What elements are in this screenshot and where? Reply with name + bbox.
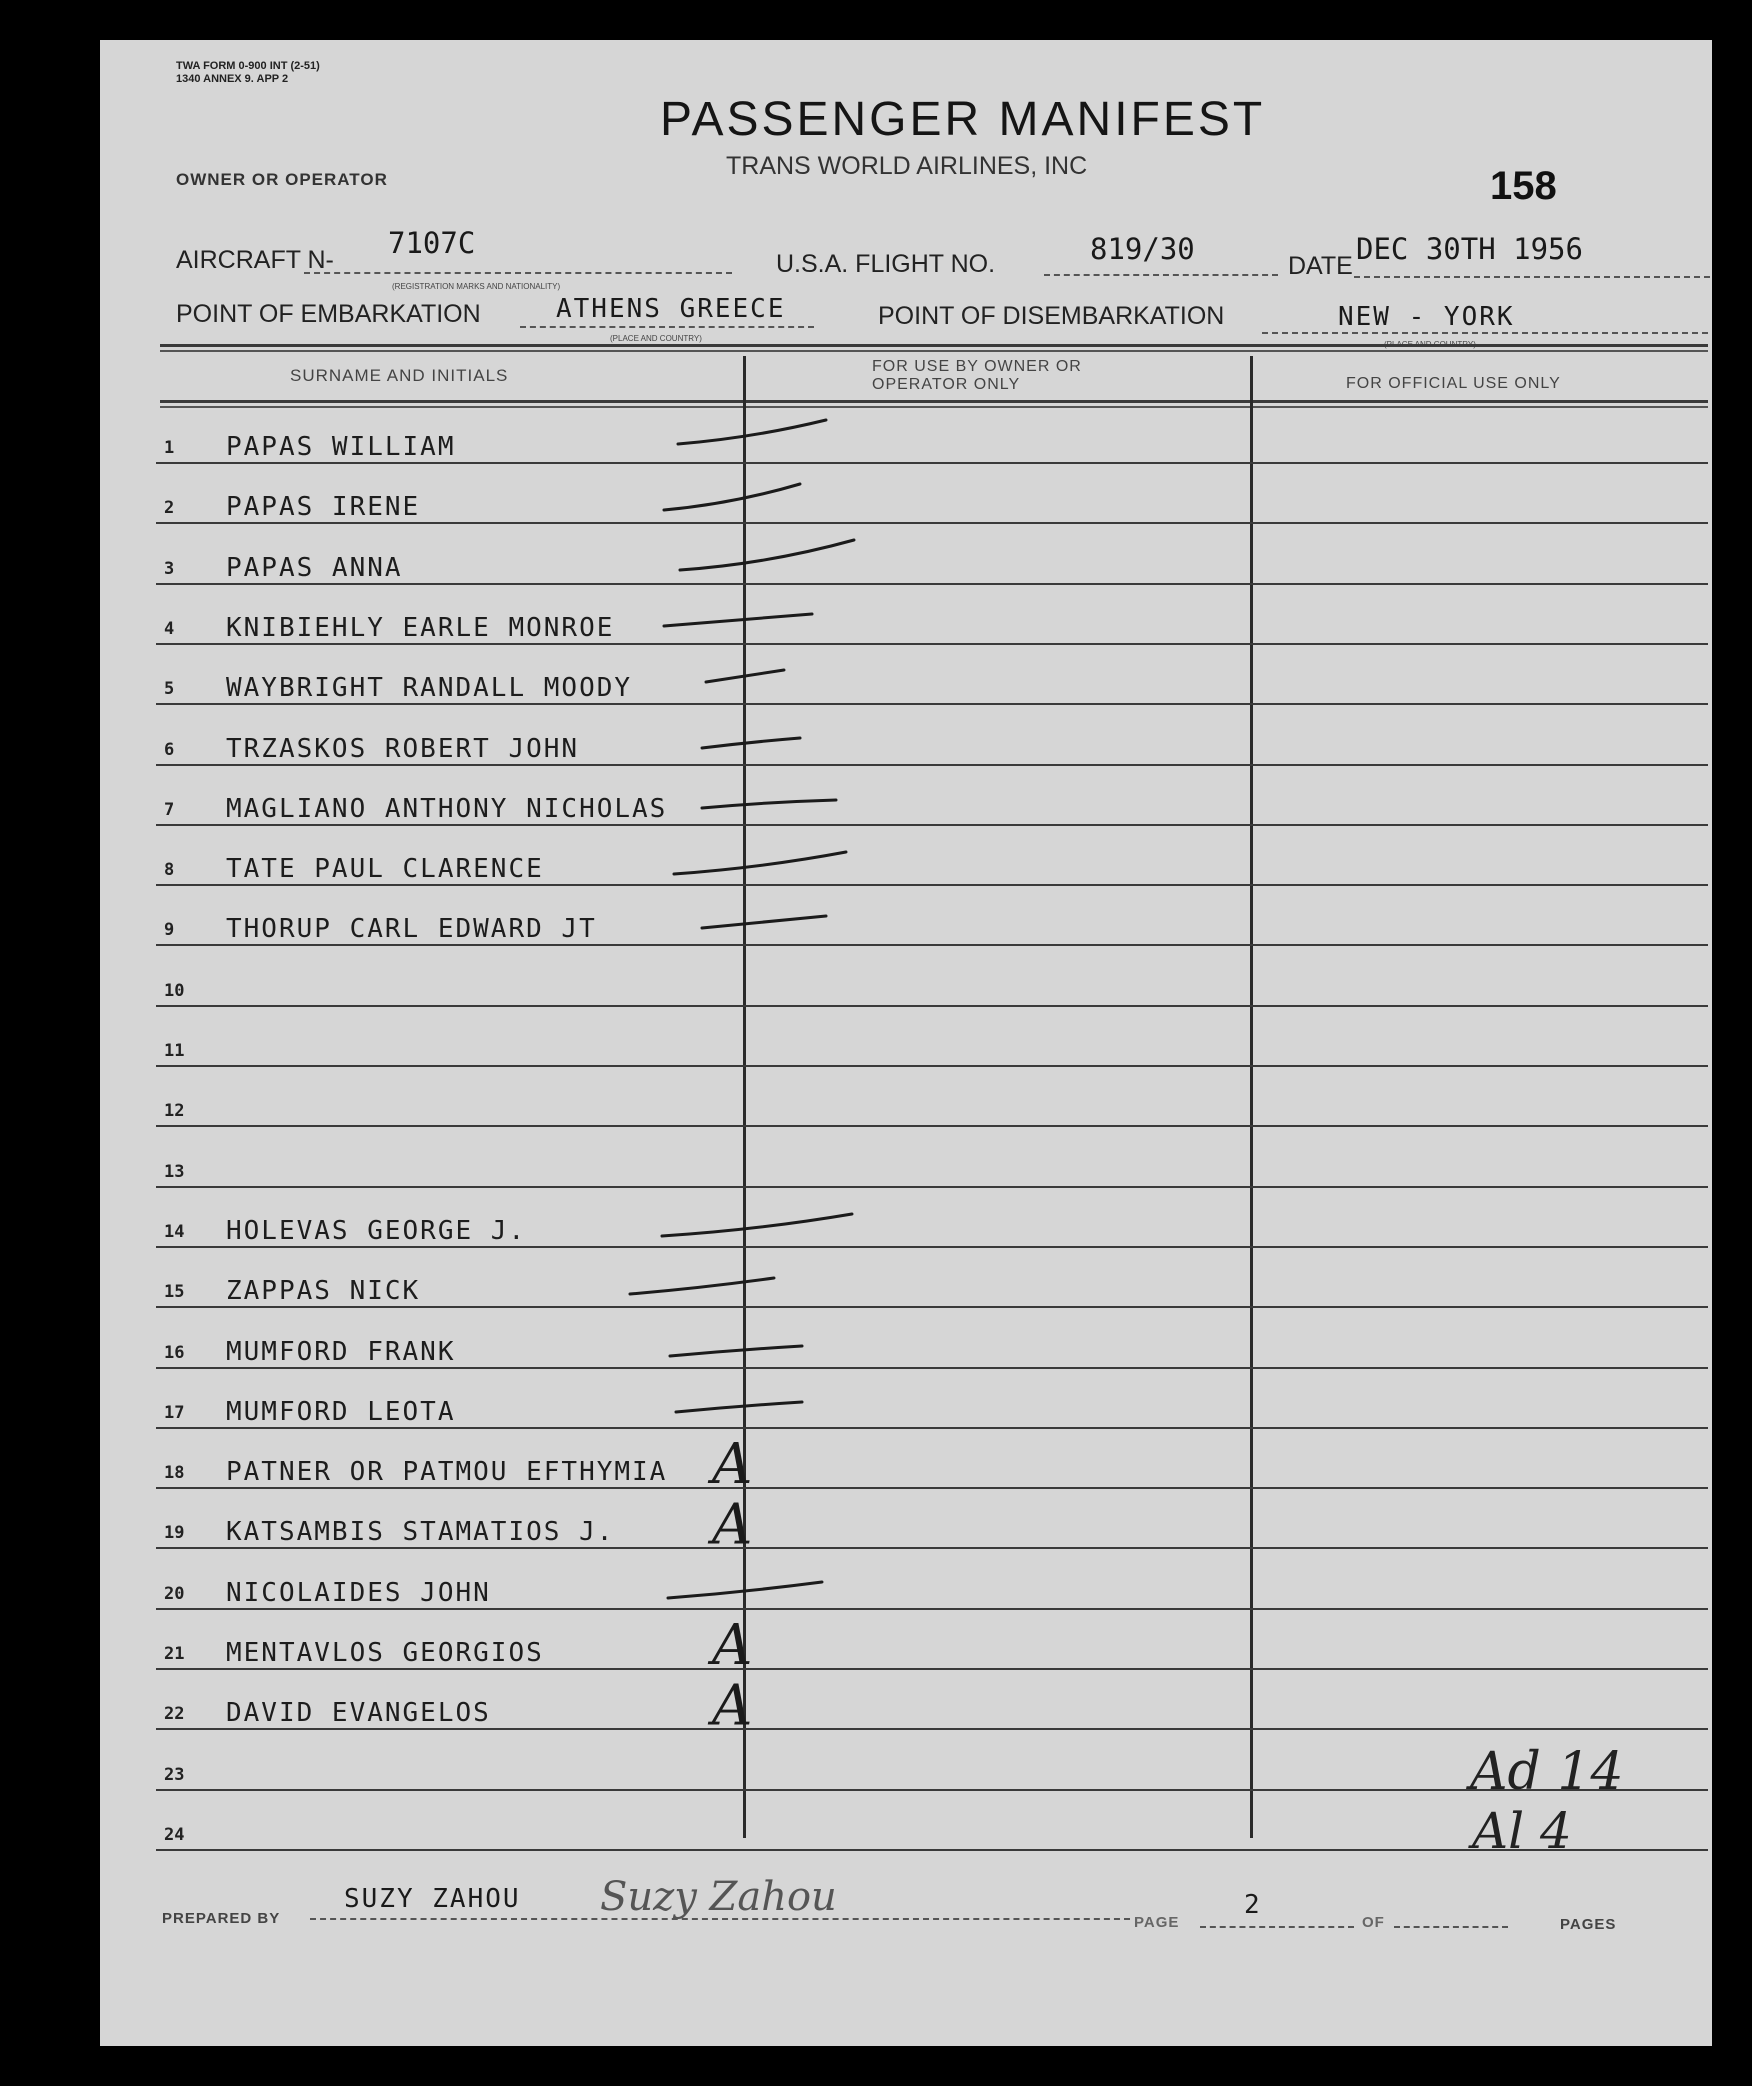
check-stroke (664, 614, 812, 626)
form-code-line: TWA FORM 0-900 INT (2-51) (176, 60, 320, 72)
check-stroke (676, 1402, 802, 1412)
row-number: 1 (164, 438, 175, 458)
passenger-name: MUMFORD FRANK (226, 1336, 456, 1367)
passenger-name: PAPAS IRENE (226, 492, 421, 523)
alien-mark: A (712, 1673, 753, 1739)
row-number: 13 (164, 1161, 185, 1182)
row-number: 19 (164, 1523, 185, 1544)
passenger-name: PATNER OR PATMOU EFTHYMIA (226, 1457, 668, 1488)
passenger-name: MUMFORD LEOTA (226, 1396, 456, 1427)
row-number: 20 (164, 1583, 185, 1604)
passenger-name: WAYBRIGHT RANDALL MOODY (226, 673, 633, 704)
flight-value: 819/30 (1090, 232, 1195, 266)
disembarkation-note: (PLACE AND COUNTRY) (1384, 340, 1476, 349)
column-header-official-use: FOR OFFICIAL USE ONLY (1346, 375, 1561, 392)
tally-aliens: Al 4 (1472, 1802, 1572, 1860)
aircraft-value: 7107C (388, 226, 476, 260)
passenger-name: ZAPPAS NICK (226, 1276, 421, 1307)
prepared-by-value: SUZY ZAHOU (344, 1884, 521, 1914)
page-title: PASSENGER MANIFEST (660, 93, 1266, 146)
row-number: 16 (164, 1342, 185, 1363)
row-number: 2 (164, 498, 175, 519)
check-stroke (678, 420, 826, 444)
check-stroke (670, 1346, 802, 1356)
owner-label: OWNER OR OPERATOR (176, 170, 388, 189)
check-stroke (702, 800, 836, 808)
aircraft-note: (REGISTRATION MARKS AND NATIONALITY) (392, 282, 561, 291)
row-number: 17 (164, 1402, 185, 1423)
row-number: 14 (164, 1221, 185, 1242)
page-label: PAGE (1134, 1914, 1180, 1931)
alien-mark: A (712, 1432, 753, 1498)
alien-mark: A (712, 1492, 753, 1558)
embarkation-note: (PLACE AND COUNTRY) (610, 334, 702, 343)
of-label: OF (1362, 1914, 1385, 1931)
check-stroke (702, 916, 826, 928)
check-stroke (674, 852, 846, 874)
embarkation-value: ATHENS GREECE (556, 294, 786, 324)
row-number: 11 (164, 1041, 185, 1061)
row-number: 3 (164, 558, 175, 579)
signature: Suzy Zahou (600, 1874, 837, 1920)
row-number: 9 (164, 920, 175, 941)
pages-label: PAGES (1560, 1916, 1617, 1933)
row-number: 7 (164, 799, 175, 820)
airline-name: TRANS WORLD AIRLINES, INC (726, 152, 1088, 180)
row-number: 10 (164, 980, 185, 1001)
row-number: 24 (164, 1824, 185, 1845)
disembarkation-value: NEW - YORK (1338, 302, 1515, 332)
flight-label: U.S.A. FLIGHT NO. (776, 250, 996, 278)
row-number: 5 (164, 679, 175, 700)
form-code-line: 1340 ANNEX 9. APP 2 (176, 73, 289, 85)
row-number: 6 (164, 739, 175, 760)
check-stroke (664, 484, 800, 510)
date-label: DATE (1288, 252, 1353, 280)
check-stroke (662, 1214, 852, 1236)
date-value: DEC 30TH 1956 (1356, 232, 1583, 266)
passenger-name: KNIBIEHLY EARLE MONROE (226, 612, 615, 643)
disembarkation-label: POINT OF DISEMBARKATION (878, 302, 1225, 330)
passenger-name: PAPAS ANNA (226, 552, 403, 583)
row-number: 18 (164, 1463, 185, 1484)
tally-adults: Ad 14 (1470, 1742, 1624, 1802)
passenger-name: NICOLAIDES JOHN (226, 1577, 491, 1608)
passenger-name: MENTAVLOS GEORGIOS (226, 1638, 544, 1668)
row-number: 12 (164, 1101, 185, 1122)
row-number: 8 (164, 860, 175, 881)
passenger-name: PAPAS WILLIAM (226, 432, 456, 462)
page-value: 2 (1244, 1890, 1260, 1920)
row-number: 15 (164, 1282, 185, 1303)
row-number: 23 (164, 1764, 185, 1785)
passenger-name: TATE PAUL CLARENCE (226, 854, 544, 885)
column-header-owner-use: FOR USE BY OWNER OR OPERATOR ONLY (872, 358, 1082, 393)
row-number: 21 (164, 1644, 185, 1664)
check-stroke (702, 738, 800, 748)
column-header-surname: SURNAME AND INITIALS (290, 366, 509, 385)
passenger-name: MAGLIANO ANTHONY NICHOLAS (226, 793, 668, 824)
passenger-name: KATSAMBIS STAMATIOS J. (226, 1517, 615, 1548)
embarkation-label: POINT OF EMBARKATION (176, 300, 481, 328)
aircraft-label: AIRCRAFT N- (176, 246, 334, 274)
check-stroke (680, 540, 854, 570)
row-number: 4 (164, 618, 175, 639)
check-stroke (630, 1278, 774, 1294)
row-number: 22 (164, 1704, 185, 1725)
passenger-name: DAVID EVANGELOS (226, 1698, 491, 1729)
check-stroke (668, 1582, 822, 1598)
alien-mark: A (712, 1613, 753, 1678)
passenger-name: THORUP CARL EDWARD JT (226, 914, 597, 945)
check-stroke (706, 670, 784, 682)
prepared-by-label: PREPARED BY (162, 1910, 281, 1927)
passenger-name: TRZASKOS ROBERT JOHN (226, 733, 580, 764)
passenger-name: HOLEVAS GEORGE J. (226, 1215, 527, 1246)
manifest-number: 158 (1490, 164, 1557, 208)
